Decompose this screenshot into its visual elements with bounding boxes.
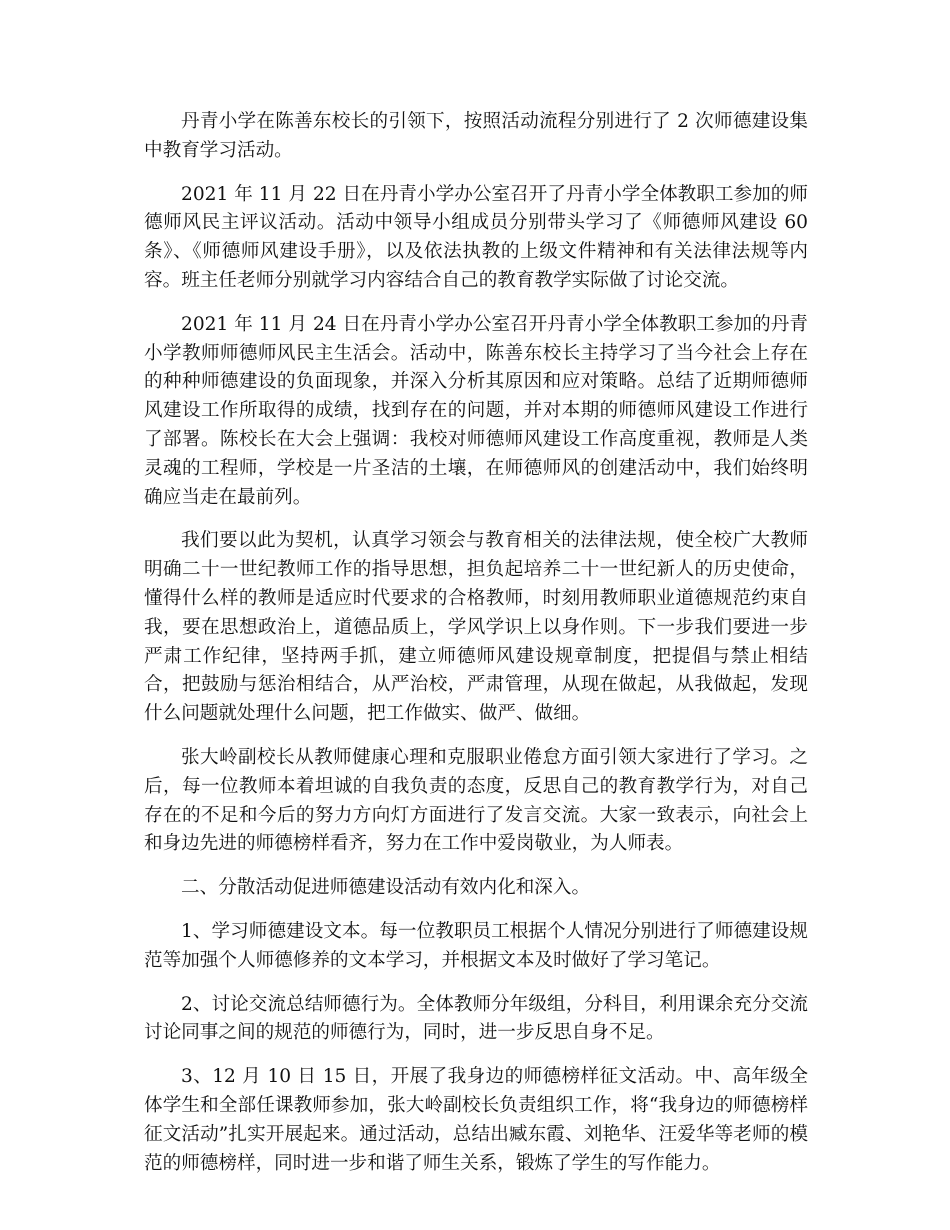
list-item-1: 1、学习师德建设文本。每一位教职员工根据个人情况分别进行了师德建设规范等加强个人师德修养的文本学习，并根据文本及时做好了学习笔记。 (144, 920, 808, 971)
list-item-3: 3、12 月 10 日 15 日，开展了我身边的师德榜样征文活动。中、高年级全体学生和全部任课教师参加，张大岭副校长负责组织工作，将“我身边的师德榜样征文活动”扎实开展起来。通过活动，总结出臧东霞、刘艳华、汪爱华等老师的模范的师德榜样，同时进一步和谐了师生关系，锻炼了学生的写作能力。 (144, 1066, 808, 1174)
paragraph-nov-24-meeting: 2021 年 11 月 24 日在丹青小学办公室召开丹青小学全体教职工参加的丹青小学教师师德师风民主生活会。活动中，陈善东校长主持学习了当今社会上存在的种种师德建设的负面现象，并深入分析其原因和应对策略。总结了近期师德师风建设工作所取得的成绩，找到存在的问题，并对本期的师德师风建设工作进行了部署。陈校长在大会上强调：我校对师德师风建设工作高度重视，教师是人类灵魂的工程师，学校是一片圣洁的土壤，在师德师风的创建活动中，我们始终明确应当走在最前列。 (144, 313, 808, 508)
section-heading-two: 二、分散活动促进师德建设活动有效内化和深入。 (181, 877, 591, 899)
document-body (144, 108, 808, 1193)
paragraph-next-steps: 我们要以此为契机，认真学习领会与教育相关的法律法规，使全校广大教师明确二十一世纪教师工作的指导思想，担负起培养二十一世纪新人的历史使命，懂得什么样的教师是适应时代要求的合格教师，时刻用教师职业道德规范约束自我，要在思想政治上，道德品质上，学风学识上以身作则。下一步我们要进一步严肃工作纪律，坚持两手抓，建立师德师风建设规章制度，把提倡与禁止相结合，把鼓励与惩治相结合，从严治校，严肃管理，从现在做起，从我做起，发现什么问题就处理什么问题，把工作做实、做严、做细。 (144, 530, 808, 725)
paragraph-vice-principal-study: 张大岭副校长从教师健康心理和克服职业倦怠方面引领大家进行了学习。之后，每一位教师本着坦诚的自我负责的态度，反思自己的教育教学行为，对自己存在的不足和今后的努力方向灯方面进行了发言交流。大家一致表示，向社会上和身边先进的师德榜样看齐，努力在工作中爱岗敬业，为人师表。 (144, 746, 808, 855)
paragraph-intro: 丹青小学在陈善东校长的引领下，按照活动流程分别进行了 2 次师德建设集中教育学习活动。 (144, 111, 808, 161)
paragraph-nov-22-meeting: 2021 年 11 月 22 日在丹青小学办公室召开了丹青小学全体教职工参加的师德师风民主评议活动。活动中领导小组成员分别带头学习了《师德师风建设 60 条》、《师德师风建设手册》，以及依法执教的上级文件精神和有关法律法规等内容。班主任老师分别就学习内容结合自己的教育教学实际做了讨论交流。 (144, 183, 808, 291)
list-item-2: 2、讨论交流总结师德行为。全体教师分年级组，分科目，利用课余充分交流讨论同事之间的规范的师德行为，同时，进一步反思自身不足。 (144, 993, 808, 1044)
